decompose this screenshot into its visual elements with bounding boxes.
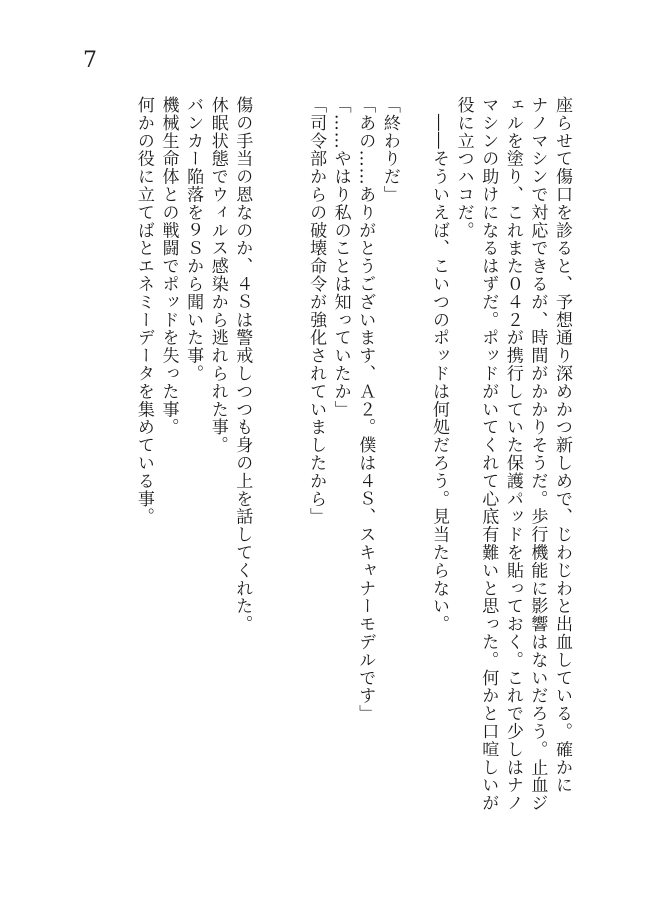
text-line: 座らせて傷口を診ると、予想通り深めかつ新しめで、じわじわと出血している。確かに	[552, 96, 572, 795]
dialogue-line: 「司令部からの破壊命令が強化されていましたから」	[306, 96, 327, 526]
dialogue-line: 「終わりだ」	[379, 96, 400, 204]
text-line: 役に立つハコだ。	[453, 96, 474, 240]
text-line: ェルを塗り、これまた０４２が携行していた保護パッドを貼っておく。これで少しはナノ	[502, 96, 523, 812]
body-text	[131, 96, 574, 856]
text-line: 機械生命体との戦闘でポッドを失った事。	[158, 96, 179, 437]
dialogue-line: 「……やはり私のことは知っていたか」	[330, 96, 351, 419]
blank-line	[402, 96, 427, 856]
text-line: ナノマシンで対応できるが、時間がかかりそうだ。歩行機能に影響はないだろう。止血ジ	[527, 96, 548, 812]
page-number: 7	[83, 48, 97, 73]
text-line: 傷の手当の恩なのか、４Ｓは警戒しつつも身の上を話してくれた。	[232, 96, 253, 633]
text-line: ――そういえば、こいつのポッドは何処だろう。見当たらない。	[429, 96, 450, 633]
text-line: マシンの助けになるはずだ。ポッドがいてくれて心底有難いと思った。何かと口喧しいが	[478, 96, 499, 812]
dialogue-line: 「あの……ありがとうございます、Ａ２。僕は４Ｓ、スキャナーモデルです」	[355, 96, 376, 723]
text-line: バンカー陥落を９Ｓから聞いた事。	[183, 96, 204, 383]
blank-line	[279, 96, 304, 856]
text-line: 休眠状態でウィルス感染から逃れられた事。	[207, 96, 228, 454]
text-line: 何かの役に立てばとエネミーデータを集めている事。	[133, 96, 154, 526]
blank-line	[254, 96, 279, 856]
